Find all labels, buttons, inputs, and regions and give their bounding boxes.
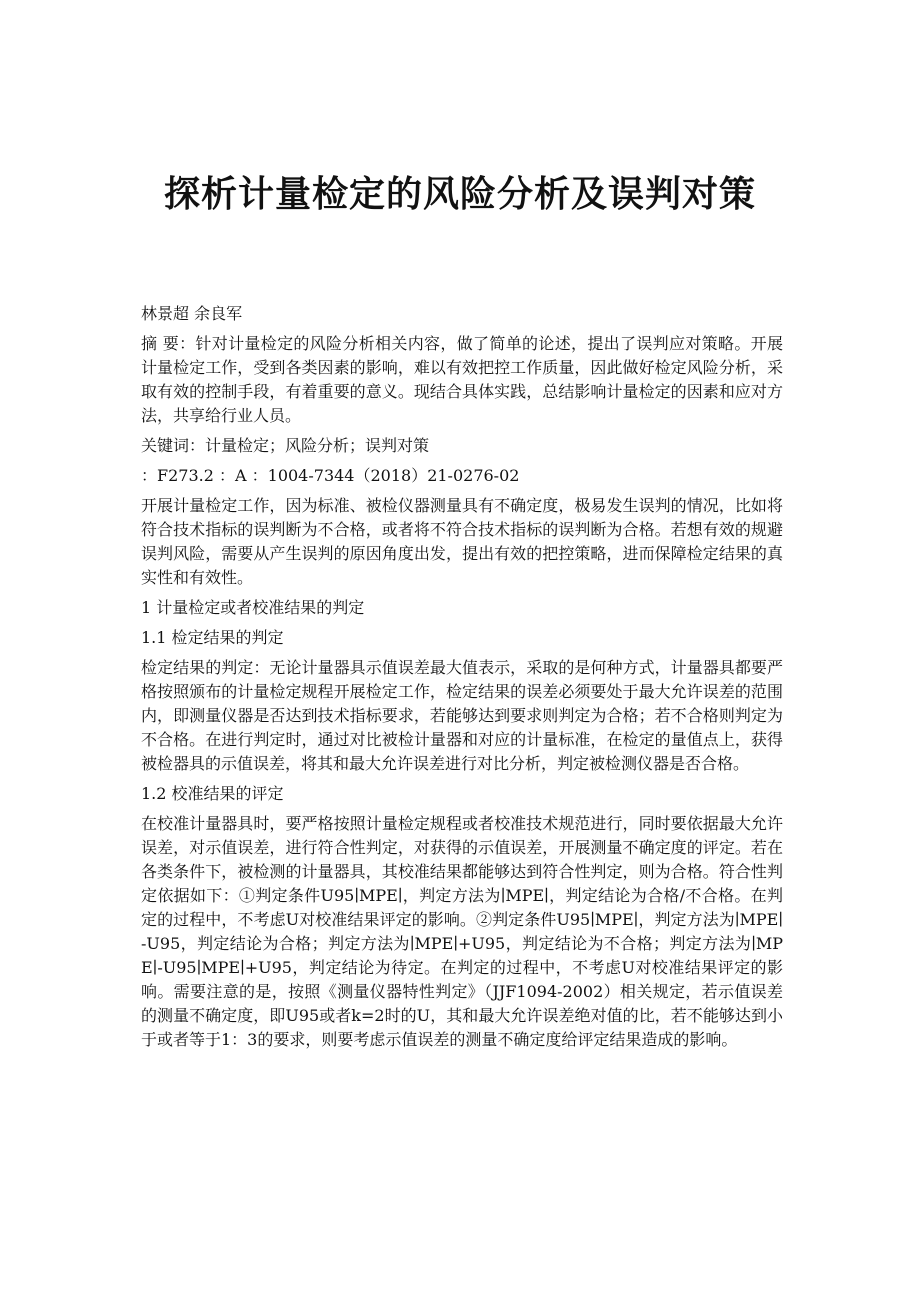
keywords-line: 关键词：计量检定；风险分析；误判对策 xyxy=(141,436,430,455)
intro-paragraph: 开展计量检定工作，因为标准、被检仪器测量具有不确定度，极易发生误判的情况，比如将符合技术指标的误判断为不合格，或者将不符合技术指标的误判断为合格。若想有效的规避误判风险，需要从产生误判的原因角度出发，提出有效的把控策略，进而保障检定结果的真实性和有效性。 xyxy=(141,496,783,587)
classification-line: ：F273.2 ：A ：1004-7344（2018）21-0276-02 xyxy=(141,466,520,485)
section-heading-1-2: 1.2 校准结果的评定 xyxy=(141,784,284,803)
authors-line: 林景超 余良军 xyxy=(141,304,243,323)
abstract-paragraph: 摘 要：针对计量检定的风险分析相关内容，做了简单的论述，提出了误判应对策略。开展计量检定工作，受到各类因素的影响，难以有效把控工作质量，因此做好检定风险分析，采取有效的控制手段，有着重要的意义。现结合具体实践，总结影响计量检定的因素和应对方法，共享给行业人员。 xyxy=(141,334,783,425)
section-1-1-paragraph: 检定结果的判定：无论计量器具示值误差最大值表示，采取的是何种方式，计量器具都要严格按照颁布的计量检定规程开展检定工作，检定结果的误差必须要处于最大允许误差的范围内，即测量仪器是否达到技术指标要求，若能够达到要求则判定为合格；若不合格则判定为不合格。在进行判定时，通过对比被检计量器和对应的计量标准，在检定的量值点上，获得被检器具的示值误差，将其和最大允许误差进行对比分析，判定被检测仪器是否合格。 xyxy=(141,658,783,773)
section-heading-1: 1 计量检定或者校准结果的判定 xyxy=(141,598,365,617)
document-body xyxy=(141,302,783,1058)
section-heading-1-1: 1.1 检定结果的判定 xyxy=(141,628,284,647)
section-1-2-paragraph: 在校准计量器具时，要严格按照计量检定规程或者校准技术规范进行，同时要依据最大允许误差，对示值误差，进行符合性判定，对获得的示值误差，开展测量不确定度的评定。若在各类条件下，被检测的计量器具，其校准结果都能够达到符合性判定，则为合格。符合性判定依据如下：①判定条件U95∣MPE∣，判定方法为∣MPE∣，判定结论为合格/不合格。在判定的过程中，不考虑U对校准结果评定的影响。②判定条件U95∣MPE∣，判定方法为∣MPE∣-U95，判定结论为合格；判定方法为∣MPE∣+U95，判定结论为不合格；判定方法为∣MPE∣-U95∣MPE∣+U95，判定结论为待定。在判定的过程中，不考虑U对校准结果评定的影响。需要注意的是，按照《测量仪器特性判定》（JJF1094-2002）相关规定，若示值误差的测量不确定度，即U95或者k=2时的U，其和最大允许误差绝对值的比，若不能够达到小于或者等于1：3的要求，则要考虑示值误差的测量不确定度给评定结果造成的影响。 xyxy=(141,814,783,1049)
document-title: 探析计量检定的风险分析及误判对策 xyxy=(163,174,756,215)
